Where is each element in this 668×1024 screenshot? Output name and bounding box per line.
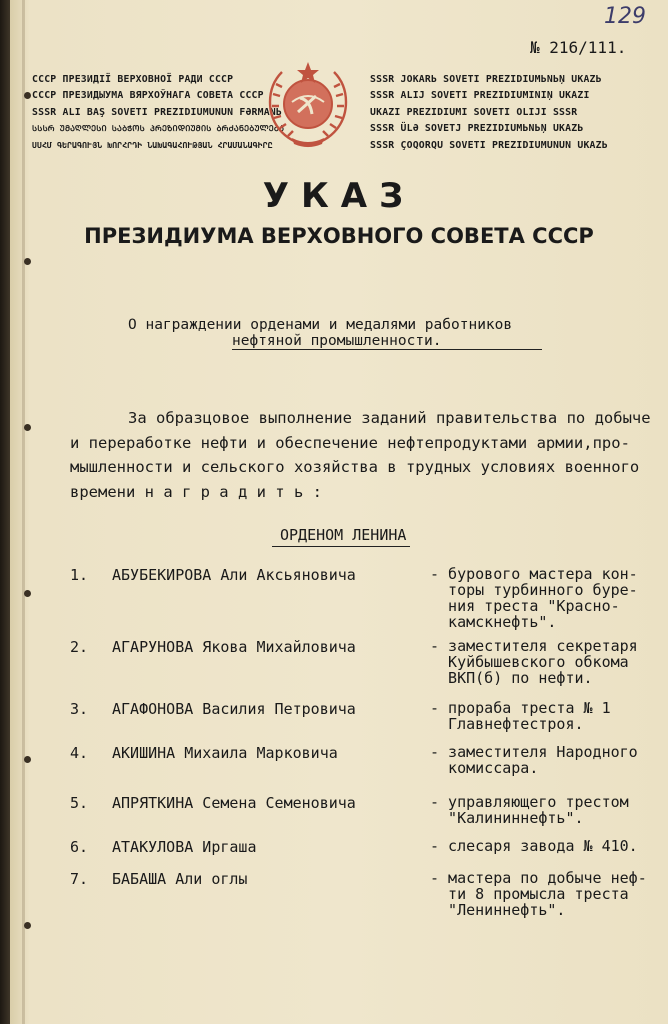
header-left-line: ՍՍՀՄ ԳԵՐԱԳՈՒՅՆ ԽՈՐՀՐԴԻ ՆԱԽԱԳԱՀՈՒԹՅԱՆ ՀՐԱՄԱՆԱԳԻՐԸ bbox=[32, 140, 273, 150]
desc-line: "Лениннефть". bbox=[430, 901, 566, 919]
desc-line: - заместителя секретаря bbox=[430, 637, 638, 655]
desc-line: - бурового мастера кон- bbox=[430, 565, 638, 583]
desc-line: комиссара. bbox=[430, 759, 539, 777]
subject-line-underlined: нефтяной промышленности. bbox=[232, 333, 542, 350]
award-number: 1. bbox=[70, 566, 89, 584]
preamble-line: За образцовое выполнение заданий правительства по добыче bbox=[128, 409, 651, 427]
header-right-languages bbox=[370, 72, 608, 154]
header-right-line: SSSR ALIJ SOVETI PREZIDIUMINIŅ UKAZI bbox=[370, 90, 590, 102]
award-entry bbox=[70, 637, 638, 687]
header-right-line: SSSR ÇOQORQU SOVETI PREZIDIUMUNUN UKAZЬ bbox=[370, 139, 608, 151]
award-entry bbox=[70, 699, 611, 733]
award-name: АГАФОНОВА Василия Петровича bbox=[112, 700, 356, 718]
award-number: 2. bbox=[70, 638, 89, 656]
preamble-paragraph bbox=[70, 406, 668, 504]
award-entry bbox=[70, 743, 638, 777]
award-number: 3. bbox=[70, 700, 89, 718]
award-name: АГАРУНОВА Якова Михайловича bbox=[112, 638, 356, 656]
page-fold bbox=[22, 0, 25, 1024]
award-description bbox=[430, 638, 638, 686]
desc-line: - управляющего трестом bbox=[430, 793, 629, 811]
ussr-coat-of-arms-icon bbox=[262, 60, 354, 152]
binding-edge bbox=[0, 0, 10, 1024]
award-number: 7. bbox=[70, 870, 89, 888]
order-heading: ОРДЕНОМ ЛЕНИНА bbox=[272, 526, 410, 547]
award-description bbox=[430, 744, 638, 776]
award-number: 4. bbox=[70, 744, 89, 762]
folio-number: 129 bbox=[604, 4, 646, 29]
desc-line: ния треста "Красно- bbox=[430, 597, 620, 615]
award-name: АПРЯТКИНА Семена Семеновича bbox=[112, 794, 356, 812]
award-number: 6. bbox=[70, 838, 89, 856]
award-name: АТАКУЛОВА Иргаша bbox=[112, 838, 257, 856]
award-name: АКИШИНА Михаила Марковича bbox=[112, 744, 338, 762]
header-left-languages bbox=[32, 72, 284, 154]
award-number: 5. bbox=[70, 794, 89, 812]
header-right-line: UKAZI PREZIDIUMI SOVETI OLIJI SSSR bbox=[370, 106, 578, 118]
award-description bbox=[430, 794, 629, 826]
preamble-line: времени н а г р а д и т ь : bbox=[70, 482, 322, 501]
award-description bbox=[430, 700, 611, 732]
award-description bbox=[430, 870, 647, 918]
award-entry bbox=[70, 793, 629, 827]
subject-line: О награждении орденами и медалями работников bbox=[128, 317, 513, 333]
award-description bbox=[430, 838, 638, 854]
header-left-line: СССР ПРЕЗИДІЇ ВЕРХОВНОЇ РАДИ СССР bbox=[32, 74, 234, 85]
award-name: АБУБЕКИРОВА Али Аксьяновича bbox=[112, 566, 356, 584]
desc-line: камскнефть". bbox=[430, 613, 557, 631]
preamble-line: и переработке нефти и обеспечение нефтепродуктами армии,про- bbox=[70, 433, 630, 452]
document-number: № 216/111. bbox=[530, 38, 627, 57]
desc-line: - заместителя Народного bbox=[430, 743, 638, 761]
award-entry bbox=[70, 869, 647, 919]
award-name: БАБАША Али оглы bbox=[112, 870, 248, 888]
document-subtitle: ПРЕЗИДИУМА ВЕРХОВНОГО СОВЕТА СССР bbox=[84, 224, 594, 248]
header-right-line: SSSR JOKARЬ SOVETI PREZIDIUMЬNЬŅ UKAZЬ bbox=[370, 74, 602, 85]
header-right-line: SSSR ÜLƏ SOVETJ PREZIDIUMЬNЬŅ UKAZЬ bbox=[370, 123, 584, 135]
document-title: УКАЗ bbox=[262, 176, 416, 216]
header-left-line: SSSR ALI BAŞ SOVETI PREZIDIUMUNUN FƏRMANЬ bbox=[32, 106, 283, 118]
header-left-line: ᲡᲡᲡᲠ ᲣᲛᲐᲦᲚᲔᲡᲘ ᲡᲐᲑᲭᲝᲡ ᲞᲠᲔᲖᲘᲓᲘᲣᲛᲘᲡ ᲑᲠᲫᲐᲜᲔᲑᲣᲚᲔᲑᲐ bbox=[32, 124, 285, 134]
desc-line: ВКП(б) по нефти. bbox=[430, 669, 593, 687]
header-left-line: СССР ПРЕЗИДЫУМА ВЯРХОЎНАГА СОВЕТА СССР bbox=[32, 90, 264, 102]
desc-line: Куйбышевского обкома bbox=[430, 653, 629, 671]
desc-line: торы турбинного буре- bbox=[430, 581, 638, 599]
award-entry bbox=[70, 565, 638, 631]
desc-line: "Калининнефть". bbox=[430, 809, 584, 827]
desc-line: - мастера по добыче неф- bbox=[430, 869, 647, 887]
award-description bbox=[430, 566, 638, 630]
desc-line: ти 8 промысла треста bbox=[430, 885, 629, 903]
preamble-line: мышленности и сельского хозяйства в трудных условиях военного bbox=[70, 458, 640, 476]
desc-line: - слесаря завода № 410. bbox=[430, 837, 638, 855]
award-entry bbox=[70, 837, 638, 856]
desc-line: - прораба треста № 1 bbox=[430, 699, 611, 717]
desc-line: Главнефтестроя. bbox=[430, 715, 584, 733]
document-page bbox=[10, 0, 668, 1024]
